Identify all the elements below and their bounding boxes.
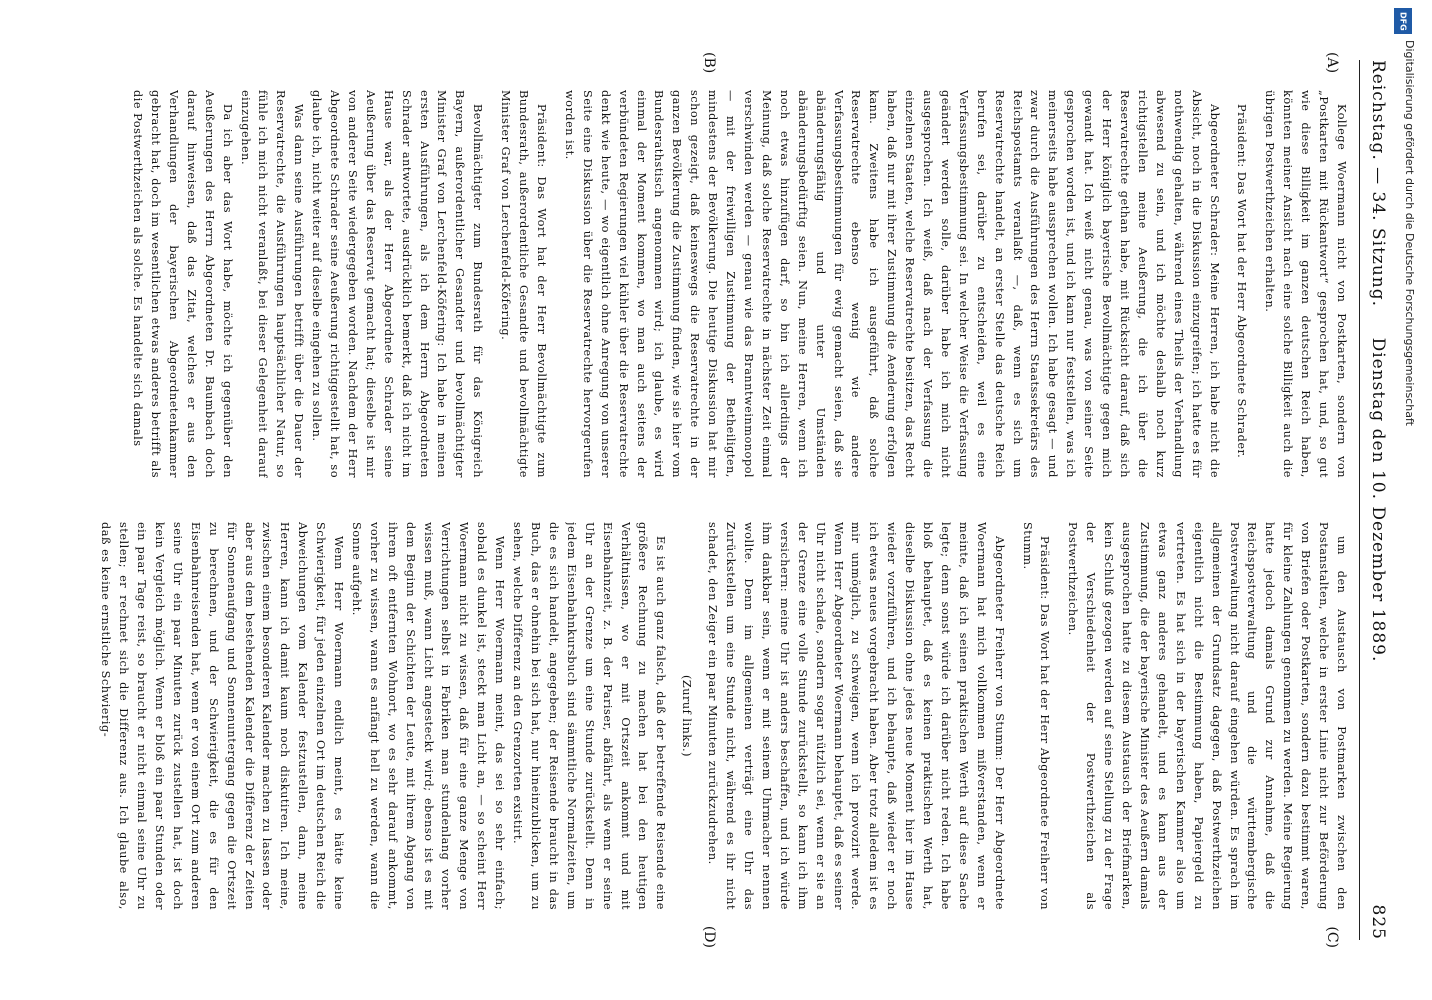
paragraph: Abgeordneter Schrader: Meine Herren, ich habe nicht die Absicht, noch in die Diskussion einzugreifen; ich hatte es für nothwendig gehalten, während eines Theils der Verhandlung abwesend zu sein, und ich möchte deshalb noch kurz richtigstellen meine Aeußerung, die ich über die Reservatrechte gethan habe, mit Rücksicht darauf, daß sich der Herr königlich bayerische Bevollmächtigte gegen mich gewandt hat. Ich weiß nicht genau, was von seiner Seite gesprochen worden ist, und ich kann nur feststellen, was ich meinerseits habe aussprechen wollen. Ich habe gesagt — und zwar durch die Ausführungen des Herrn Staatssekretärs des Reichspostamts veranlaßt —, daß, wenn es sich um Reservatrechte handelt, an erster Stelle das deutsche Reich berufen sei, darüber zu entscheiden, weil es eine Verfassungsbestimmung sei. In welcher Weise die Verfassung geändert werden solle, darüber habe ich mich nicht ausgesprochen. Ich weiß, daß nach der Verfassung die einzelnen Staaten, welche Reservatrechte besitzen, das Recht haben, daß nur mit ihrer Zustimmung die Aenderung erfolgen kann. Zweitens habe ich ausgeführt, daß solche Reservatrechte ebenso wenig wie andere Verfassungsbestimmungen für ewig gemacht seien, daß sie abänderungsfähig und unter Umständen abänderungsbedürftig seien. Nun, meine Herren, wenn ich noch etwas hinzufügen darf, so bin ich allerdings der Meinung, daß solche Reservatrechte in nächster Zeit einmal verschwinden werden — genau wie das Branntweinmonopol — mit der freiwilligen Zustimmung der Betheiligten, mindestens der Bevölkerung. Die heutige Diskussion hat mir schon gezeigt, daß keineswegs die Reservatrechte in der ganzen Bevölkerung die Zustimmung finden, wie sie hier vom Bundesrathstisch angenommen wird; ich glaube, es wird einmal der Moment kommen, wo man auch seitens der verbündeten Regierungen viel kühler über die Reservatrechte denkt wie heute, — wo eigentlich ohne Anregung von unserer Seite eine Diskussion über die Reservatrechte hervorgerufen worden ist. <box>562 90 1221 478</box>
right-column <box>70 522 1350 910</box>
paragraph: um den Austausch von Postmarken zwischen den Postanstalten, welche in erster Linie nicht zur Beförderung von Briefen oder Postkarten, sondern dazu bestimmt waren, für kleine Zahlungen genommen zu werden. Meine Regierung hatte jedoch damals Grund zur Annahme, daß die Reichspostverwaltung und die württembergische Postverwaltung nicht darauf eingehen würden. Es sprach im allgemeinen der Grundsatz dagegen, daß Postwerthzeichen eigentlich nicht die Bestimmung haben, Papiergeld zu vertreten. Es hat sich in der bayerischen Kammer also um etwas ganz anderes gehandelt, und es kann aus der Zustimmung, die der bayerische Minister des Aeußern damals ausgesprochen hatte zu diesem Austausch der Briefmarken, kein Schluß gezogen werden auf seine Stellung zu der Frage der Verschiedenheit der Postwerthzeichen als Postwerthzeichen. <box>1066 522 1348 910</box>
left-column <box>70 90 1350 478</box>
margin-marker-d: (D) <box>701 925 717 948</box>
interjection: (Zuruf links.) <box>680 674 694 758</box>
digitization-credit <box>1392 0 1418 1000</box>
margin-marker-c: (C) <box>1324 926 1340 948</box>
paragraph: Wenn Herr Woermann endlich meint, es hätte keine Schwierigkeit, für jeden einzelnen Ort im deutschen Reich die Abweichungen vom Kalender festzustellen, dann, meine Herren, kann ich damit kaum noch diskutiren. Ich meine, zwischen einem besonderen Kalender machen zu lassen oder aber aus dem bestehenden Kalender die Differenz der Zeiten für Sonnenaufgang und Sonnenuntergang gegen die Ortszeit zu berechnen, und der Schwierigkeit, die es für den Eisenbahnreisenden hat, wenn er von einem Ort zum anderen seine Uhr ein paar Minuten zurück zustellen hat, ist doch kein Vergleich möglich. Wenn er bloß ein paar Stunden oder ein paar Tage reist, so braucht er nicht einmal seine Uhr zu stellen; er rechnet sich die Differenz aus. Ich glaube also, daß es keine ernstliche Schwierig- <box>99 522 346 910</box>
paragraph: Was dann seine Ausführungen betrifft über die Dauer der Reservatrechte, die Ausführungen hauptsächlicher Natur, so fühle ich mich nicht veranlaßt, bei dieser Gelegenheit darauf einzugehen. <box>238 90 306 478</box>
paragraph: Bevollmächtigter zum Bundesrath für das Königreich Bayern, außerordentlicher Gesandter und bevollmächtigter Minister Graf von Lerchenfeld-Köfering: Ich habe in meinen ersten Ausführungen, als ich dem Herrn Abgeordneten Schrader antwortete, ausdrücklich bemerkt, daß ich nicht im Hause war, als der Herr Abgeordnete Schrader seine Aeußerung über das Reservat gemacht hat; dieselbe ist mir von anderer Seite wiedergegeben worden. Nachdem der Herr Abgeordnete Schrader seine Aeußerung richtiggestellt hat, so glaube ich, nicht weiter auf dieselbe eingehen zu sollen. <box>310 90 485 478</box>
running-head-date: Dienstag den 10. Dezember 1889. <box>1368 337 1388 663</box>
paragraph: Wenn Herr Woermann meint, das sei so sehr einfach; sobald es dunkel ist, steckt man Licht an, — so scheint Herr Woermann nicht zu wissen, daß für eine ganze Menge von Verrichtungen selbst in Fabriken man stundenlang vorher wissen muß, wann Licht angesteckt wird; ebenso ist es mit dem Beginn der Schichten der Leute, mit ihrem Abgang von ihrem oft entfernten Wohnort, wo es sehr darauf ankommt, vorher zu wissen, wann es anfängt hell zu werden, wann die Sonne aufgeht. <box>349 522 507 910</box>
margin-marker-a: (A) <box>1324 52 1340 74</box>
paragraph: Abgeordneter Freiherr von Stumm: Der Herr Abgeordnete Woermann hat mich vollkommen mißverstanden, wenn er meinte, daß ich seinen praktischen Werth auf diese Sache legte; denn sonst würde ich darüber nicht reden. Ich habe bloß behauptet, daß es keinen praktischen Werth hat, dieselbe Diskussion ohne jedes neue Moment hier im Hause wieder vorzuführen, und ich behaupte, daß wieder er noch ich etwas neues vorgebracht haben. Aber trotz alledem ist es mir unmöglich, zu schweigen, wenn ich provozirt werde. Wenn Herr Abgeordneter Woermann behauptet, daß es seiner Uhr nicht schade, sondern sogar nützlich sei, wenn er sie an der Grenze eine volle Stunde zurückstellt, so kann ich ihm versichern: meine Uhr ist anders beschaffen, und ich würde ihm dankbar sein, wenn er mit seinem Uhrmacher nennen wollte. Denn im allgemeinen verträgt eine Uhr das Zurückstellen um eine Stunde nicht, während es ihr nicht schadet, den Zeiger ein paar Minuten zurückzudrehen. <box>706 522 1006 910</box>
paragraph: Präsident: Das Wort hat der Herr Bevollmächtigte zum Bundesrath, außerordentliche Gesandte und bevollmächtigte Minister Graf von Lerchenfeld-Köfering. <box>499 90 549 478</box>
paragraph: Es ist auch ganz falsch, daß der betreffende Reisende eine größere Rechnung zu machen hat bei den heutigen Verhältnissen, wo er mit Ortszeit ankommt und mit Eisenbahnzeit, z. B. der Pariser, abfährt, als wenn er seine Uhr an der Grenze um eine Stunde zurückstellt. Denn in jedem Eisenbahnkursbuch sind sämmtliche Normalzeiten, um die es sich handelt, angegeben; der Reisende braucht in das Buch, das er ohnehin bei sich hat, nur hineinzublicken, um zu sehen, welche Differenz an den Grenzorten existirt. <box>511 522 668 910</box>
digitization-credit-text: Digitalisierung gefördert durch die Deutsche Forschungsgemeinschaft <box>1403 40 1416 426</box>
page-number: 825 <box>1368 904 1388 940</box>
paragraph: Präsident: Das Wort hat der Herr Abgeordnete Freiherr von Stumm. <box>1020 522 1052 910</box>
text-columns <box>70 90 1350 910</box>
running-head-left: Reichstag. — 34. Sitzung. <box>1368 60 1388 308</box>
paragraph: Da ich aber das Wort habe, möchte ich gegenüber den Aeußerungen des Herrn Abgeordneten Dr. Baumbach doch darauf hinweisen, daß das Zitat, welches er aus den Verhandlungen der bayerischen Abgeordnetenkammer gebracht hat, doch im wesentlichen etwas anderes betrifft als die Postwerthzeichen als solche. Es handelte sich damals <box>131 90 234 478</box>
paragraph: Kollege Woermann nicht von Postkarten, sondern von „Postkarten mit Rückantwort“ gesprochen hat, und, so gut wie diese Billigkeit im ganzen deutschen Reich haben, könnten meiner Ansicht nach eine solche Billigkeit auch die übrigen Postwerthzeichen erhalten. <box>1263 90 1348 478</box>
paragraph: Präsident: Das Wort hat der Herr Abgeordnete Schrader. <box>1235 104 1249 459</box>
header-rule <box>1359 60 1360 940</box>
dfg-logo: DFG <box>1394 8 1412 34</box>
running-head <box>1362 60 1388 940</box>
margin-marker-b: (B) <box>701 52 717 74</box>
